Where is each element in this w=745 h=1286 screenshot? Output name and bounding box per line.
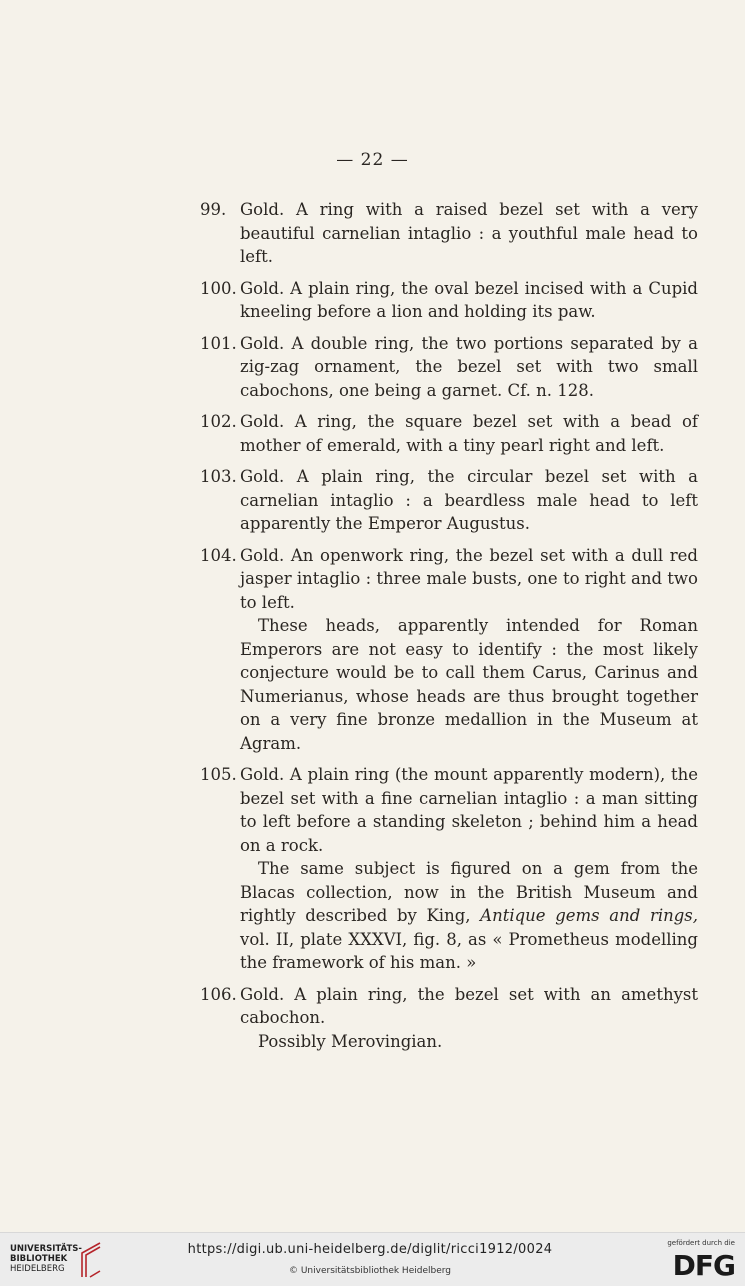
entry-number: 105. [200, 765, 237, 784]
funder-note: gefördert durch die [667, 1239, 735, 1247]
entry-101 [200, 332, 698, 403]
entry-note [240, 857, 698, 975]
catalogue-entries [200, 198, 698, 1061]
entry-100 [200, 277, 698, 324]
entry-105 [200, 763, 698, 975]
entry-104 [200, 544, 698, 756]
library-name [10, 1244, 82, 1274]
entry-number: 100. [200, 278, 237, 298]
entry-99 [200, 198, 698, 269]
library-name-line: HEIDELBERG [10, 1264, 65, 1274]
library-name-line: BIBLIOTHEK [10, 1254, 68, 1264]
entry-106 [200, 983, 698, 1054]
entry-102 [200, 410, 698, 457]
entry-number: 101. [200, 333, 237, 353]
entry-103 [200, 465, 698, 536]
entry-text: Gold. A plain ring, the bezel set with an amethyst cabochon. [240, 984, 698, 1027]
entry-text: Gold. A plain ring (the mount apparently modern), the bezel set with a fine carnelian intaglio : a man sitting to left before a standing skeleton ; behind him a head on a rock. [240, 765, 698, 855]
copyright-notice: © Universitätsbibliothek Heidelberg [288, 1266, 451, 1276]
library-name-line: UNIVERSITÄTS- [10, 1244, 82, 1254]
entry-note: These heads, apparently intended for Roman Emperors are not easy to identify : the most likely conjecture would be to call them Carus, Carinus and Numerianus, whose heads are thus brought together on a very fine bronze medallion in the Museum at Agram. [240, 616, 698, 753]
entry-number: 106. [200, 984, 237, 1004]
book-title: Antique gems and rings, [480, 906, 699, 925]
note-text: vol. II, plate XXXVI, fig. 8, as « Prometheus modelling the framework of his man. » [240, 929, 698, 972]
entry-note: Possibly Merovingian. [258, 1031, 443, 1051]
entry-text: Gold. A plain ring, the oval bezel incised with a Cupid kneeling before a lion and holding its paw. [240, 278, 698, 321]
entry-number: 99. [200, 200, 227, 219]
library-logo[interactable] [10, 1241, 110, 1279]
library-emblem-icon [78, 1241, 104, 1279]
permalink-url[interactable]: https://digi.ub.uni-heidelberg.de/diglit/ricci1912/0024 [187, 1242, 553, 1257]
entry-number: 104. [200, 545, 237, 565]
entry-text: Gold. An openwork ring, the bezel set with a dull red jasper intaglio : three male busts, one to right and two to left. [240, 545, 698, 612]
dfg-logo[interactable]: DFG [672, 1249, 735, 1282]
page-number: — 22 — [336, 150, 409, 170]
entry-number: 102. [200, 412, 237, 431]
entry-text: Gold. A ring with a raised bezel set with a very beautiful carnelian intaglio : a youthful male head to left. [240, 200, 698, 266]
note-text: The same subject is figured on a gem from the Blacas collection, now in the British Museum and rightly described by King, [240, 859, 698, 925]
viewer-footer [0, 1232, 745, 1286]
entry-text: Gold. A double ring, the two portions separated by a zig-zag ornament, the bezel set with two small cabochons, one being a garnet. Cf. n. 128. [240, 333, 698, 400]
entry-number: 103. [200, 467, 237, 486]
entry-text: Gold. A ring, the square bezel set with a bead of mother of emerald, with a tiny pearl right and left. [240, 412, 698, 455]
entry-text: Gold. A plain ring, the circular bezel set with a carnelian intaglio : a beardless male head to left apparently the Emperor Augustus. [240, 467, 698, 533]
